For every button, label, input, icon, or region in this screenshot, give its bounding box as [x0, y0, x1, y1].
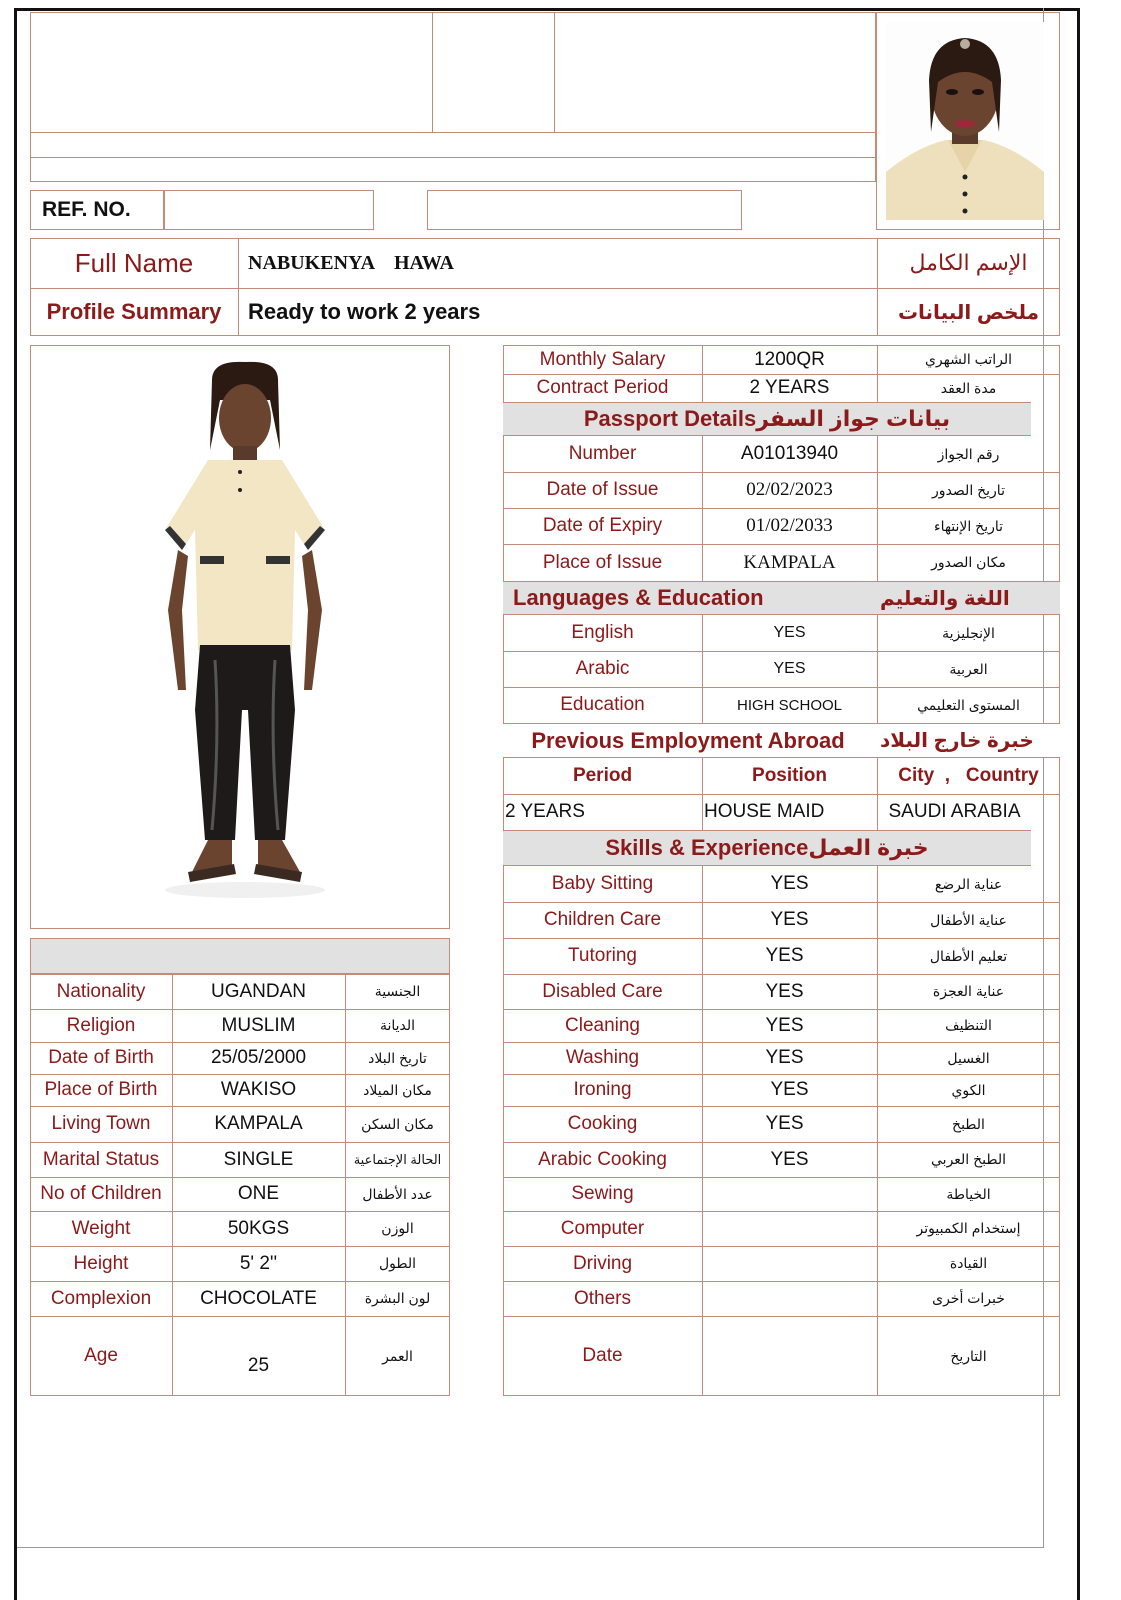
dob-ar: تاريخ البلاد: [368, 1049, 427, 1066]
pob-label: Place of Birth: [44, 1079, 158, 1100]
expiry-date-ar: تاريخ الإنتهاء: [933, 517, 1004, 534]
living-town-value: KAMPALA: [214, 1113, 303, 1134]
skills-title: Skills & Experienceخبرة العمل: [605, 835, 929, 860]
profile-ar: ملخص البيانات: [897, 301, 1040, 324]
religion-label: Religion: [66, 1014, 136, 1036]
skill-cooking-ar: الطبخ: [952, 1115, 985, 1132]
profile-label: Profile Summary: [46, 299, 222, 324]
pob-ar: مكان الميلاد: [363, 1081, 432, 1098]
skill-baby-sitting-label: Baby Sitting: [551, 873, 654, 894]
date-label: Date: [582, 1345, 623, 1366]
salary-value: 1200QR: [754, 348, 825, 370]
education-label: Education: [560, 694, 645, 715]
personal-band: [30, 938, 450, 974]
skill-washing-label: Washing: [565, 1047, 640, 1068]
skill-driving-label: Driving: [572, 1252, 633, 1274]
complexion-ar: لون البشرة: [364, 1290, 431, 1306]
arabic-value: YES: [773, 660, 806, 677]
skill-computer-ar: إستخدام الكمبيوتر: [916, 1220, 1021, 1236]
contract-period-ar: مدة العقد: [940, 379, 997, 396]
skill-others-label: Others: [573, 1287, 632, 1309]
height-label: Height: [73, 1252, 129, 1274]
skill-arabic-cooking-ar: الطبخ العربي: [931, 1151, 1006, 1167]
children-label: No of Children: [40, 1183, 162, 1204]
living-town-label: Living Town: [51, 1113, 151, 1134]
full-name-label: Full Name: [74, 247, 194, 278]
employment-header-period: Period: [572, 765, 633, 786]
skill-cleaning-ar: التنظيف: [945, 1017, 992, 1033]
skill-cleaning-label: Cleaning: [565, 1014, 640, 1036]
english-ar: الإنجليزية: [942, 624, 995, 641]
expiry-date-label: Date of Expiry: [542, 515, 663, 536]
languages-title: Languages & Education: [513, 585, 764, 610]
skill-cooking-value: YES: [765, 1113, 804, 1134]
passport-number-label: Number: [568, 443, 637, 464]
nationality-value: UGANDAN: [210, 980, 306, 1002]
children-ar: عدد الأطفال: [362, 1185, 433, 1202]
ref-extra-value: [427, 190, 742, 230]
profile-value: Ready to work 2 years: [248, 299, 481, 324]
skill-children-care-ar: عناية الأطفال: [930, 911, 1007, 928]
full-name-ar: الإسم الكامل: [909, 250, 1028, 275]
complexion-label: Complexion: [50, 1287, 152, 1309]
pob-value: WAKISO: [220, 1079, 297, 1100]
age-label: Age: [84, 1345, 118, 1366]
marital-status-label: Marital Status: [42, 1148, 160, 1170]
page-inner-bottom-line: [17, 1547, 1043, 1548]
weight-value: 50KGS: [227, 1217, 290, 1239]
languages-title-ar: اللغة والتعليم: [880, 587, 1010, 610]
employment-title-ar: خبرة خارج البلاد: [880, 730, 1034, 752]
header-grid-divider: [554, 12, 555, 132]
skill-others-value: [702, 1281, 877, 1316]
dob-value: 25/05/2000: [210, 1047, 307, 1068]
passport-title: Passport Detailsبيانات جواز السفر: [583, 406, 951, 431]
skill-tutoring-label: Tutoring: [568, 945, 637, 966]
ref-label: REF. NO.: [42, 198, 131, 221]
skill-baby-sitting-value: YES: [770, 873, 809, 894]
age-ar: العمر: [382, 1347, 413, 1364]
ref-value: [164, 190, 374, 230]
religion-value: MUSLIM: [221, 1014, 296, 1036]
skill-arabic-cooking-label: Arabic Cooking: [538, 1148, 667, 1170]
weight-ar: الوزن: [381, 1220, 414, 1236]
issue-date-ar: تاريخ الصدور: [932, 481, 1005, 498]
employment-period: 2 YEARS: [505, 801, 585, 822]
marital-status-ar: الحالة الإجتماعية: [353, 1151, 442, 1167]
skill-sewing-value: [702, 1177, 877, 1211]
contract-period-label: Contract Period: [536, 377, 669, 398]
page-frame-top: [14, 8, 1080, 11]
skill-washing-ar: الغسيل: [947, 1049, 990, 1066]
issue-date-label: Date of Issue: [546, 479, 659, 500]
page-frame-left: [14, 8, 17, 1600]
salary-ar: الراتب الشهري: [924, 351, 1013, 367]
employment-title: Previous Employment Abroad: [531, 727, 845, 753]
religion-ar: الديانة: [379, 1017, 416, 1033]
issue-date-value: 02/02/2023: [746, 479, 833, 500]
complexion-value: CHOCOLATE: [200, 1287, 317, 1309]
body-photo: [120, 360, 370, 910]
skill-driving-value: [702, 1246, 877, 1281]
date-ar: التاريخ: [950, 1347, 987, 1364]
skill-disabled-care-ar: عناية العجزة: [932, 983, 1005, 999]
issue-place-label: Place of Issue: [542, 551, 663, 573]
living-town-ar: مكان السكن: [361, 1115, 434, 1132]
height-value: 5' 2'': [239, 1252, 278, 1274]
skill-cooking-label: Cooking: [567, 1113, 638, 1134]
children-value: ONE: [237, 1183, 280, 1204]
salary-label: Monthly Salary: [539, 348, 666, 370]
employment-location: SAUDI ARABIA: [888, 801, 1021, 822]
skill-computer-label: Computer: [560, 1217, 645, 1239]
skill-computer-value: [702, 1211, 877, 1246]
english-value: YES: [773, 624, 806, 641]
skill-sewing-label: Sewing: [571, 1183, 634, 1204]
expiry-date-value: 01/02/2033: [746, 515, 833, 536]
date-value: [702, 1316, 877, 1396]
skill-children-care-label: Children Care: [543, 909, 662, 930]
skill-tutoring-value: YES: [765, 945, 804, 966]
passport-number-value: A01013940: [740, 443, 839, 464]
education-value: HIGH SCHOOL: [736, 696, 842, 714]
employment-header-position: Position: [752, 765, 827, 786]
skill-disabled-care-label: Disabled Care: [542, 980, 663, 1002]
skill-tutoring-ar: تعليم الأطفال: [929, 947, 1008, 964]
header-grid-rule: [30, 157, 876, 158]
skill-ironing-value: YES: [770, 1079, 809, 1100]
skill-cleaning-value: YES: [765, 1014, 804, 1036]
arabic-label: Arabic: [575, 658, 630, 679]
skill-disabled-care-value: YES: [765, 980, 804, 1002]
english-label: English: [571, 622, 634, 643]
issue-place-value: KAMPALA: [743, 551, 836, 573]
skill-washing-value: YES: [765, 1047, 804, 1068]
contract-period-value: 2 YEARS: [749, 377, 830, 398]
marital-status-value: SINGLE: [223, 1148, 294, 1170]
header-grid-divider: [432, 12, 433, 132]
education-ar: المستوى التعليمي: [917, 696, 1020, 713]
skill-arabic-cooking-value: YES: [770, 1148, 809, 1170]
nationality-ar: الجنسية: [374, 983, 421, 999]
issue-place-ar: مكان الصدور: [931, 554, 1006, 570]
full-name-value: NABUKENYA HAWA: [248, 251, 454, 274]
head-photo: [886, 22, 1044, 220]
header-grid-rule: [30, 132, 876, 133]
skill-driving-ar: القيادة: [949, 1255, 988, 1271]
page-frame-right: [1077, 8, 1080, 1600]
employment-header-location: City , Country: [898, 765, 1039, 786]
dob-label: Date of Birth: [48, 1047, 154, 1068]
skill-sewing-ar: الخياطة: [946, 1185, 991, 1202]
skill-ironing-ar: الكوي: [951, 1081, 986, 1098]
height-ar: الطول: [378, 1255, 417, 1271]
skill-baby-sitting-ar: عناية الرضع: [934, 875, 1003, 892]
age-value: 25: [247, 1355, 270, 1376]
nationality-label: Nationality: [56, 980, 146, 1002]
employment-position: HOUSE MAID: [704, 801, 825, 822]
arabic-ar: العربية: [949, 660, 988, 677]
skill-children-care-value: YES: [770, 909, 809, 930]
weight-label: Weight: [71, 1217, 131, 1239]
passport-number-ar: رقم الجواز: [937, 445, 1000, 462]
skill-others-ar: خبرات أخرى: [932, 1290, 1005, 1306]
skill-ironing-label: Ironing: [573, 1079, 632, 1100]
